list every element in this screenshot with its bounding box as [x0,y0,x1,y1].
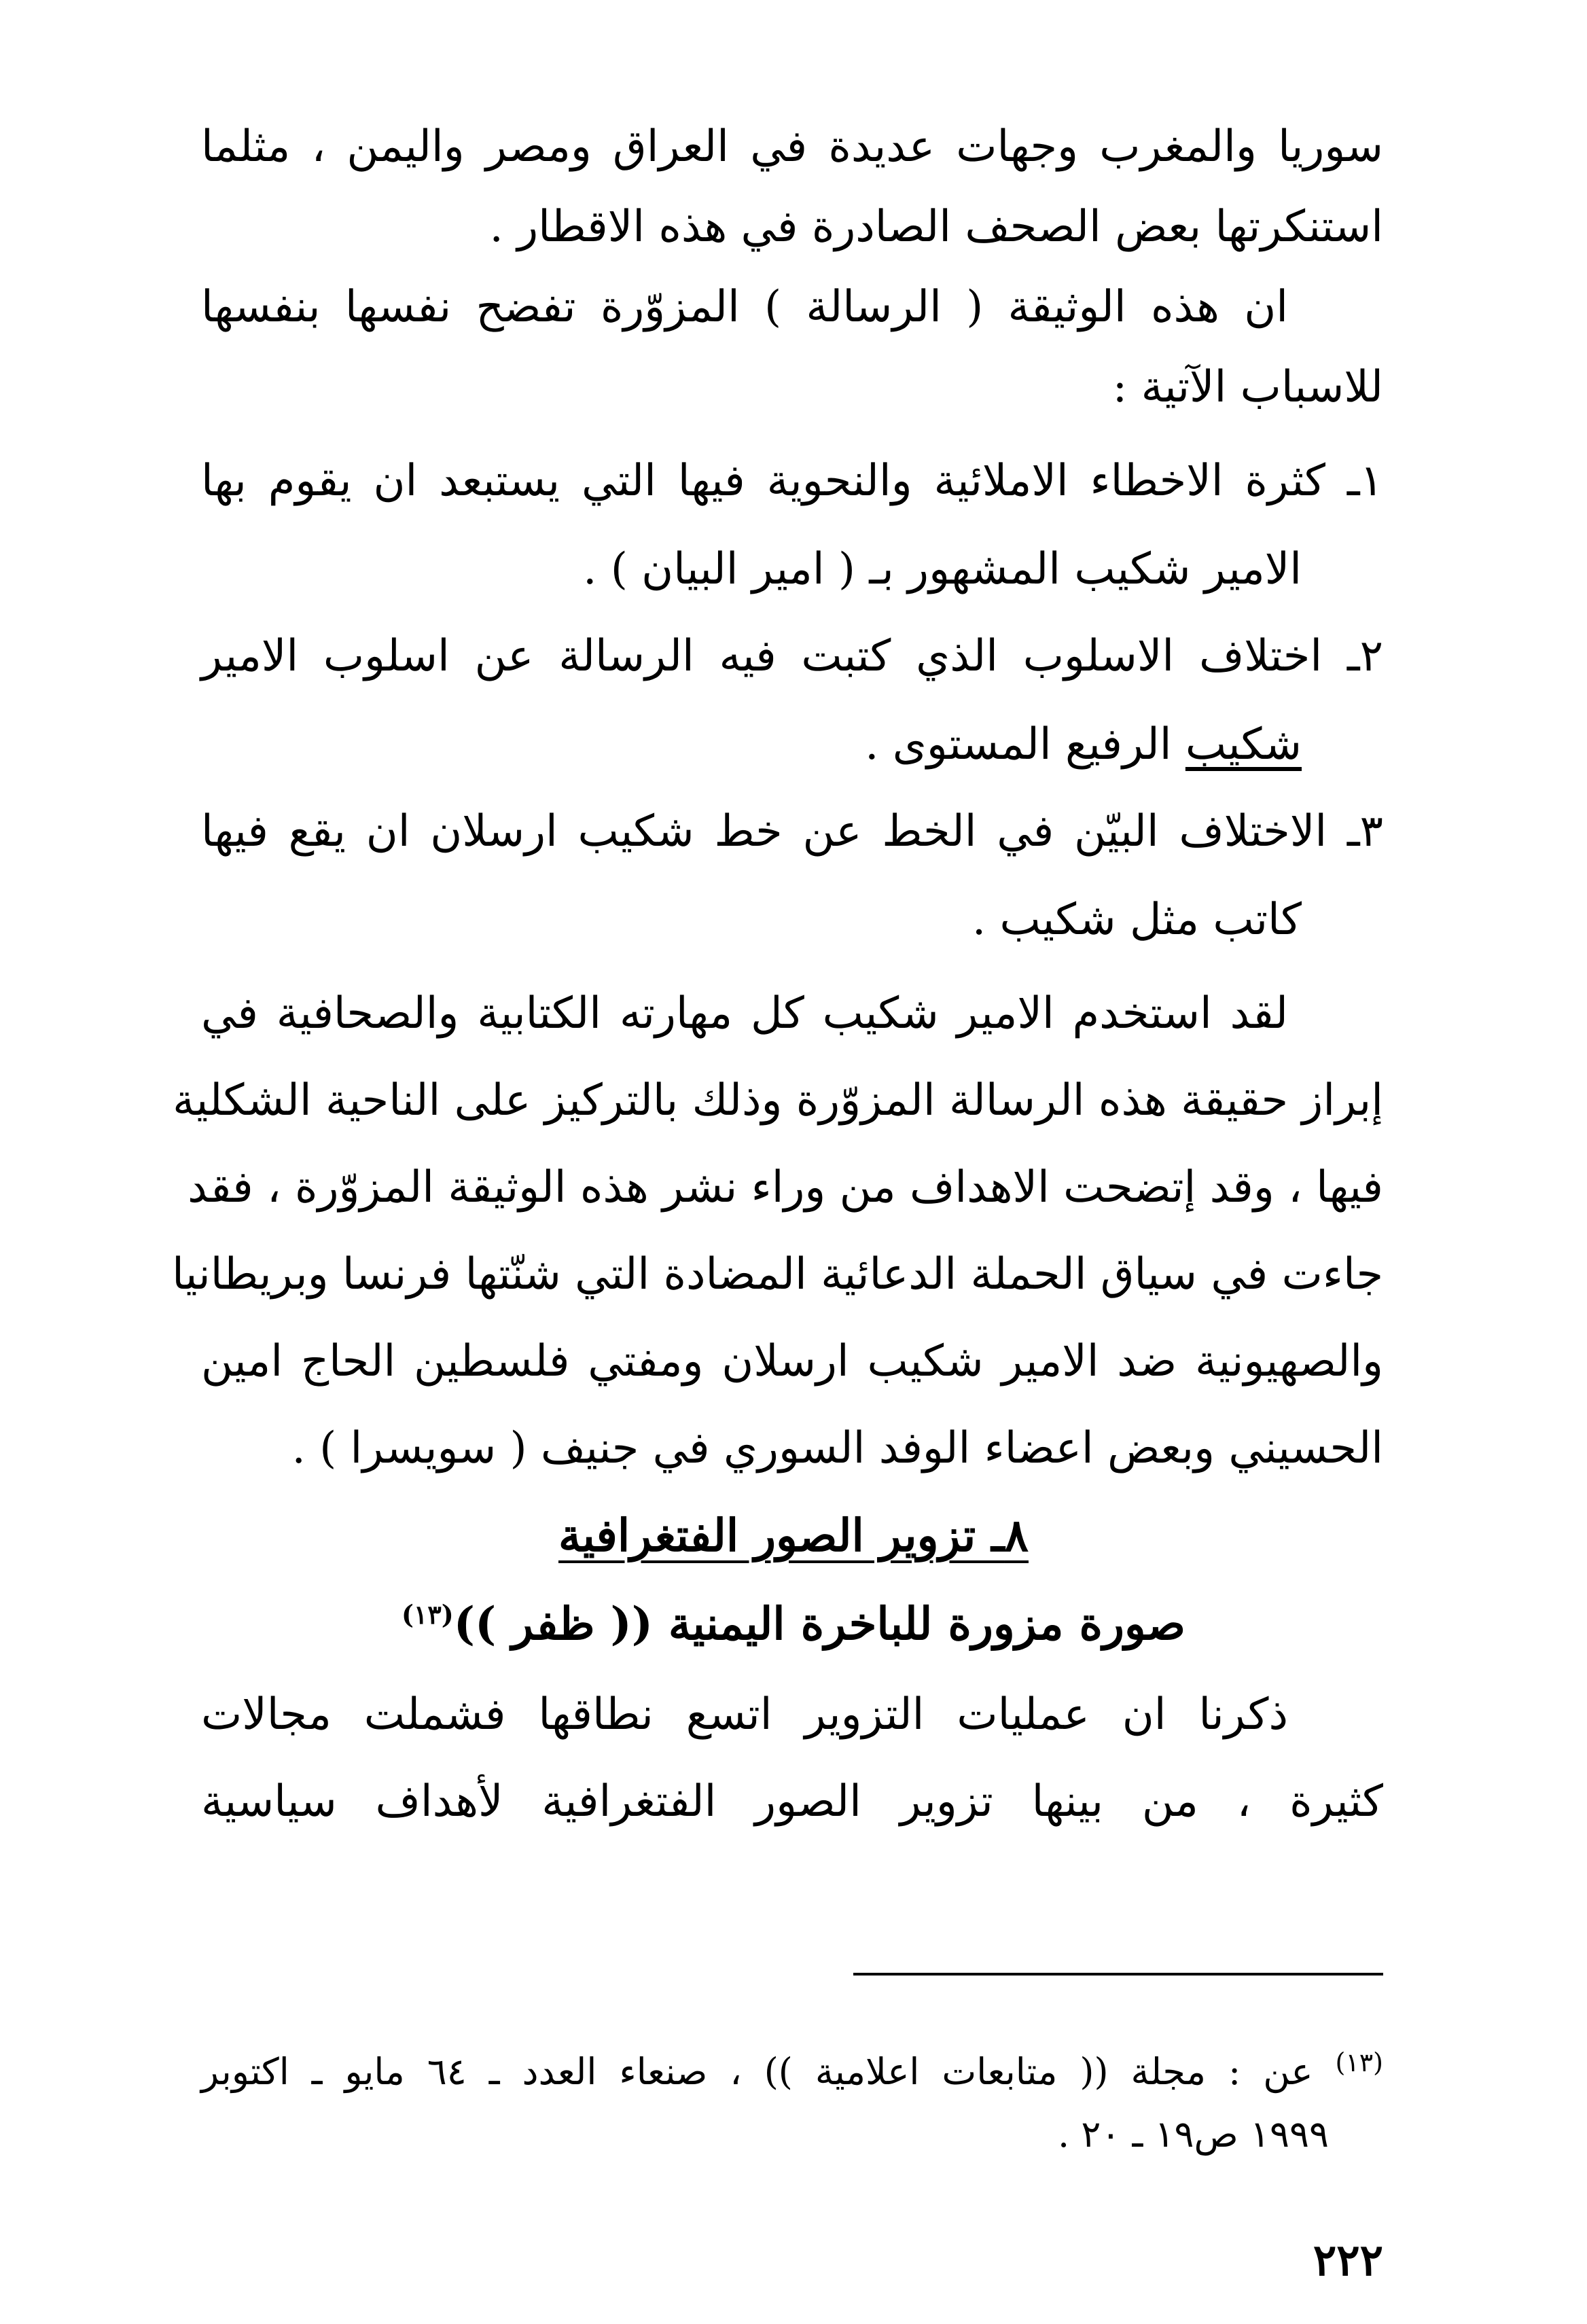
footnote-reference: (١٣) [401,1599,454,1630]
body-line-1: سوريا والمغرب وجهات عديدة في العراق ومصر واليمن ، مثلما [201,122,1384,172]
footnote-marker: (١٣) [1335,2048,1383,2077]
body-line-4: للاسباب الآتية : [1112,362,1383,412]
paragraph-line-4: جاءت في سياق الحملة الدعائية المضادة التي شنّتها فرنسا وبريطانيا [172,1249,1383,1300]
list-item-2-line-1: ٢ـ اختلاف الاسلوب الذي كتبت فيه الرسالة عن اسلوب الامير [201,631,1383,681]
paragraph-line-1: لقد استخدم الامير شكيب كل مهارته الكتابية والصحافية في [201,988,1288,1039]
footnote-separator [853,1973,1383,1976]
section-heading [204,1501,1383,1569]
list-item-1-line-2: الامير شكيب المشهور بـ ( امير البيان ) . [583,544,1302,594]
footnote-line-2: ١٩٩٩ ص١٩ ـ ٢٠ . [1058,2113,1329,2156]
body-line-2: استنكرتها بعض الصحف الصادرة في هذه الاقطار . [489,202,1383,252]
list-item-2-line-2 [201,712,1302,777]
list-item-3-line-1: ٣ـ الاختلاف البيّن في الخط عن خط شكيب ارسلان ان يقع فيها [201,806,1383,857]
underlined-word: شكيب [1185,719,1302,770]
paragraph-line-5: والصهيونية ضد الامير شكيب ارسلان ومفتي فلسطين الحاج امين [201,1336,1383,1387]
final-paragraph-line-1: ذكرنا ان عمليات التزوير اتسع نطاقها فشملت مجالات [201,1690,1288,1740]
paragraph-line-2: إبراز حقيقة هذه الرسالة المزوّرة وذلك بالتركيز على الناحية الشكلية [173,1075,1383,1126]
page-number: ٢٢٢ [1313,2235,1383,2286]
list-item-2-line-2-rest: الرفيع المستوى . [865,719,1185,770]
body-line-3: ان هذه الوثيقة ( الرسالة ) المزوّرة تفضح نفسها بنفسها [201,282,1288,332]
footnote-line-1 [201,2043,1383,2100]
paragraph-line-6: الحسيني وبعض اعضاء الوفد السوري في جنيف ( سويسرا ) . [291,1423,1383,1473]
subheading-text: صورة مزورة للباخرة اليمنية (( ظفر )) [453,1597,1186,1650]
paragraph-line-3: فيها ، وقد إتضحت الاهداف من وراء نشر هذه الوثيقة المزوّرة ، فقد [188,1162,1383,1213]
list-item-1-line-1: ١ـ كثرة الاخطاء الاملائية والنحوية فيها التي يستبعد ان يقوم بها [201,456,1383,506]
section-heading-text: ٨ـ تزوير الصور الفتغرافية [558,1509,1029,1562]
footnote-text-1: عن : مجلة (( متابعات اعلامية )) ، صنعاء العدد ـ ٦٤ مايو ـ اكتوبر [201,2050,1313,2093]
final-paragraph-line-2: كثيرة ، من بينها تزوير الصور الفتغرافية لأهداف سياسية [201,1776,1383,1827]
subheading [204,1590,1383,1658]
list-item-3-line-2: كاتب مثل شكيب . [971,895,1302,945]
